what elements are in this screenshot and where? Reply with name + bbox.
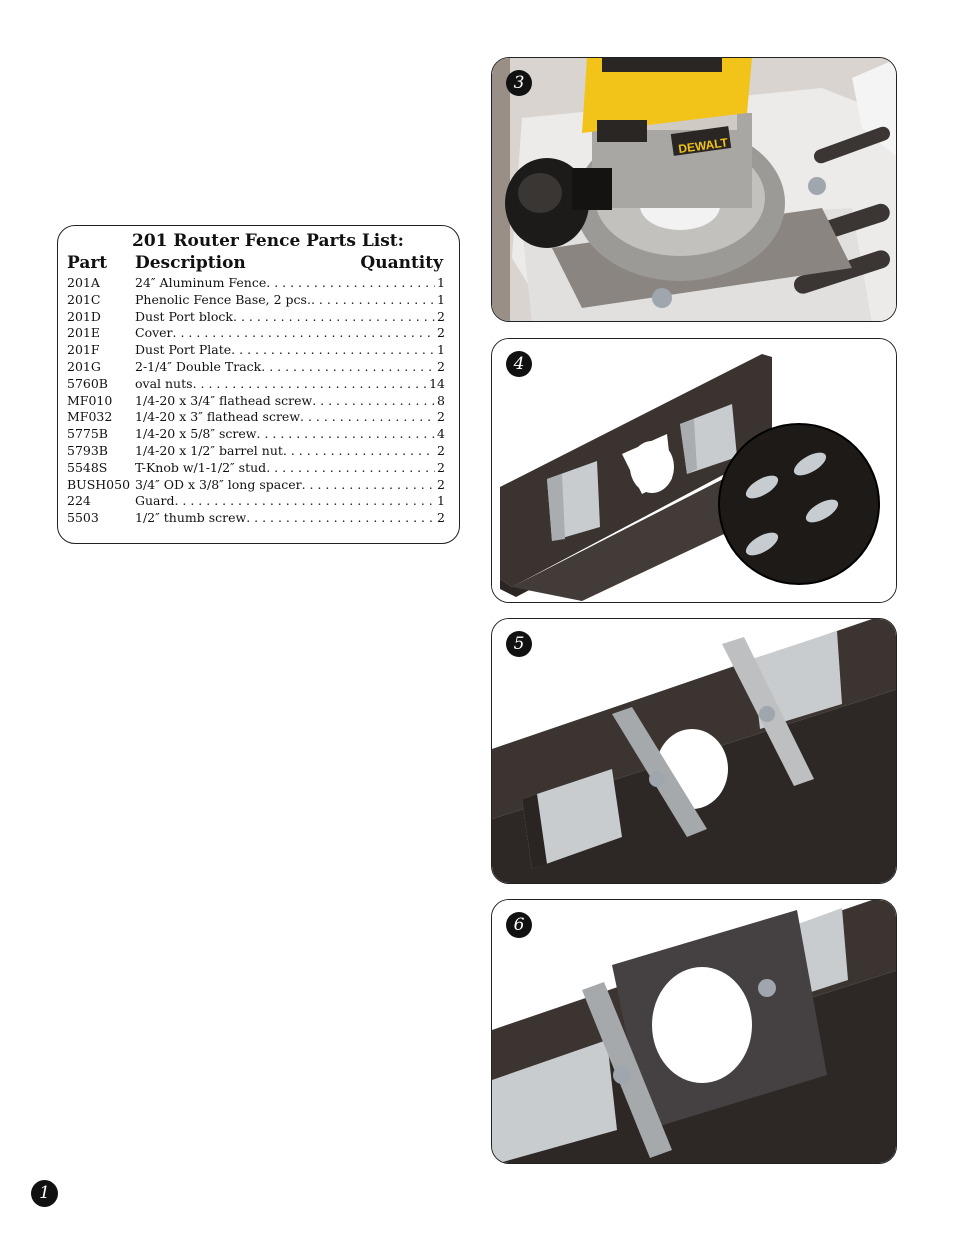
part-description-cell: [135, 426, 435, 443]
dust-port-blocks-illustration: [492, 619, 897, 884]
dot-leader: [261, 359, 435, 376]
parts-list-row: [67, 426, 445, 443]
dot-leader: [233, 309, 435, 326]
parts-list-title: 201 Router Fence Parts List:: [132, 231, 404, 251]
dot-leader: [311, 292, 435, 309]
parts-list-row: [67, 342, 445, 359]
part-number: 201G: [67, 358, 101, 374]
part-number: 5793B: [67, 442, 108, 458]
part-quantity: 2: [437, 476, 445, 492]
part-number: 5775B: [67, 426, 108, 442]
part-quantity: 2: [437, 510, 445, 526]
parts-list-row: [67, 275, 445, 292]
part-quantity: 2: [437, 308, 445, 324]
part-description-cell: [135, 359, 435, 376]
parts-list-row: [67, 359, 445, 376]
part-number: 201E: [67, 325, 100, 341]
part-description: 3/4″ OD x 3/8″ long spacer: [135, 476, 302, 492]
parts-list-rows: [67, 275, 445, 527]
dot-leader: [302, 477, 435, 494]
dot-leader: [266, 275, 435, 292]
part-description-cell: [135, 477, 435, 494]
part-quantity: 1: [437, 493, 445, 509]
dot-leader: [266, 460, 435, 477]
part-quantity: 2: [437, 409, 445, 425]
part-description-cell: [135, 325, 435, 342]
part-number: 224: [67, 493, 91, 509]
part-description-cell: [135, 393, 435, 410]
part-description: 1/4-20 x 3″ flathead screw: [135, 409, 301, 425]
part-description: oval nuts: [135, 375, 193, 391]
part-number: MF010: [67, 392, 113, 408]
dot-leader: [193, 376, 428, 393]
part-quantity: 2: [437, 459, 445, 475]
part-description-cell: [135, 376, 427, 393]
part-description-cell: [135, 275, 435, 292]
column-header-quantity: Quantity: [360, 253, 443, 273]
column-header-description: Description: [135, 253, 246, 273]
part-quantity: 1: [437, 342, 445, 358]
step-5-badge: 5: [506, 631, 532, 657]
part-description: Dust Port Plate: [135, 342, 232, 358]
router-on-table-illustration: [492, 58, 897, 322]
part-description: 24″ Aluminum Fence: [135, 275, 267, 290]
part-number: 5548S: [67, 459, 108, 475]
parts-list-row: [67, 443, 445, 460]
step-3-badge: 3: [506, 70, 532, 96]
part-number: BUSH050: [67, 476, 131, 492]
part-quantity: 1: [437, 291, 445, 307]
parts-list-row: [67, 309, 445, 326]
part-description-cell: [135, 409, 435, 426]
parts-list-row: [67, 292, 445, 309]
parts-list-row: [67, 376, 445, 393]
page-number-badge: 1: [31, 1180, 58, 1207]
part-description-cell: [135, 493, 435, 510]
dot-leader: [231, 342, 435, 359]
part-description-cell: [135, 309, 435, 326]
dot-leader: [300, 409, 435, 426]
step-3-photo: [491, 57, 897, 322]
step-5-photo: [491, 618, 897, 884]
part-quantity: 8: [437, 392, 445, 408]
part-description: Cover: [135, 325, 173, 341]
dot-leader: [257, 426, 436, 443]
part-number: 201D: [67, 308, 101, 324]
part-number: 5503: [67, 510, 99, 526]
part-quantity: 1: [437, 275, 445, 290]
part-description: Dust Port block: [135, 308, 233, 324]
dot-leader: [312, 393, 435, 410]
part-description: 1/2″ thumb screw: [135, 510, 247, 526]
dust-port-plate-illustration: [492, 900, 897, 1164]
step-4-badge: 4: [506, 351, 532, 377]
part-number: MF032: [67, 409, 113, 425]
part-description-cell: [135, 443, 435, 460]
part-description: Phenolic Fence Base, 2 pcs.: [135, 291, 311, 307]
part-description: T-Knob w/1-1/2″ stud: [135, 459, 267, 475]
step-6-photo: [491, 899, 897, 1164]
part-number: 201A: [67, 275, 100, 290]
part-description-cell: [135, 342, 435, 359]
part-quantity: 14: [429, 375, 445, 391]
fence-base-tracks-illustration: [492, 339, 897, 603]
part-description-cell: [135, 460, 435, 477]
parts-list-row: [67, 477, 445, 494]
router-brand-text: DEWALT: [677, 135, 729, 157]
part-quantity: 2: [437, 358, 445, 374]
column-header-part: Part: [67, 253, 108, 273]
parts-list-row: [67, 460, 445, 477]
dot-leader: [173, 325, 436, 342]
part-quantity: 2: [437, 325, 445, 341]
parts-list-row: [67, 325, 445, 342]
step-6-badge: 6: [506, 912, 532, 938]
part-description: 2-1/4″ Double Track: [135, 358, 262, 374]
part-description-cell: [135, 510, 435, 527]
parts-list-row: [67, 393, 445, 410]
part-description: 1/4-20 x 5/8″ screw: [135, 426, 257, 442]
parts-list-row: [67, 409, 445, 426]
part-number: 201C: [67, 291, 101, 307]
part-description-cell: [135, 292, 435, 309]
part-number: 201F: [67, 342, 100, 358]
parts-list-row: [67, 493, 445, 510]
part-description: 1/4-20 x 1/2″ barrel nut: [135, 442, 283, 458]
part-number: 5760B: [67, 375, 108, 391]
step-4-photo: [491, 338, 897, 603]
part-quantity: 2: [437, 442, 445, 458]
part-description: Guard: [135, 493, 175, 509]
parts-list-row: [67, 510, 445, 527]
parts-list-box: [57, 225, 460, 544]
dot-leader: [246, 510, 435, 527]
part-quantity: 4: [437, 426, 445, 442]
dot-leader: [174, 493, 435, 510]
part-description: 1/4-20 x 3/4″ flathead screw: [135, 392, 313, 408]
dot-leader: [283, 443, 435, 460]
